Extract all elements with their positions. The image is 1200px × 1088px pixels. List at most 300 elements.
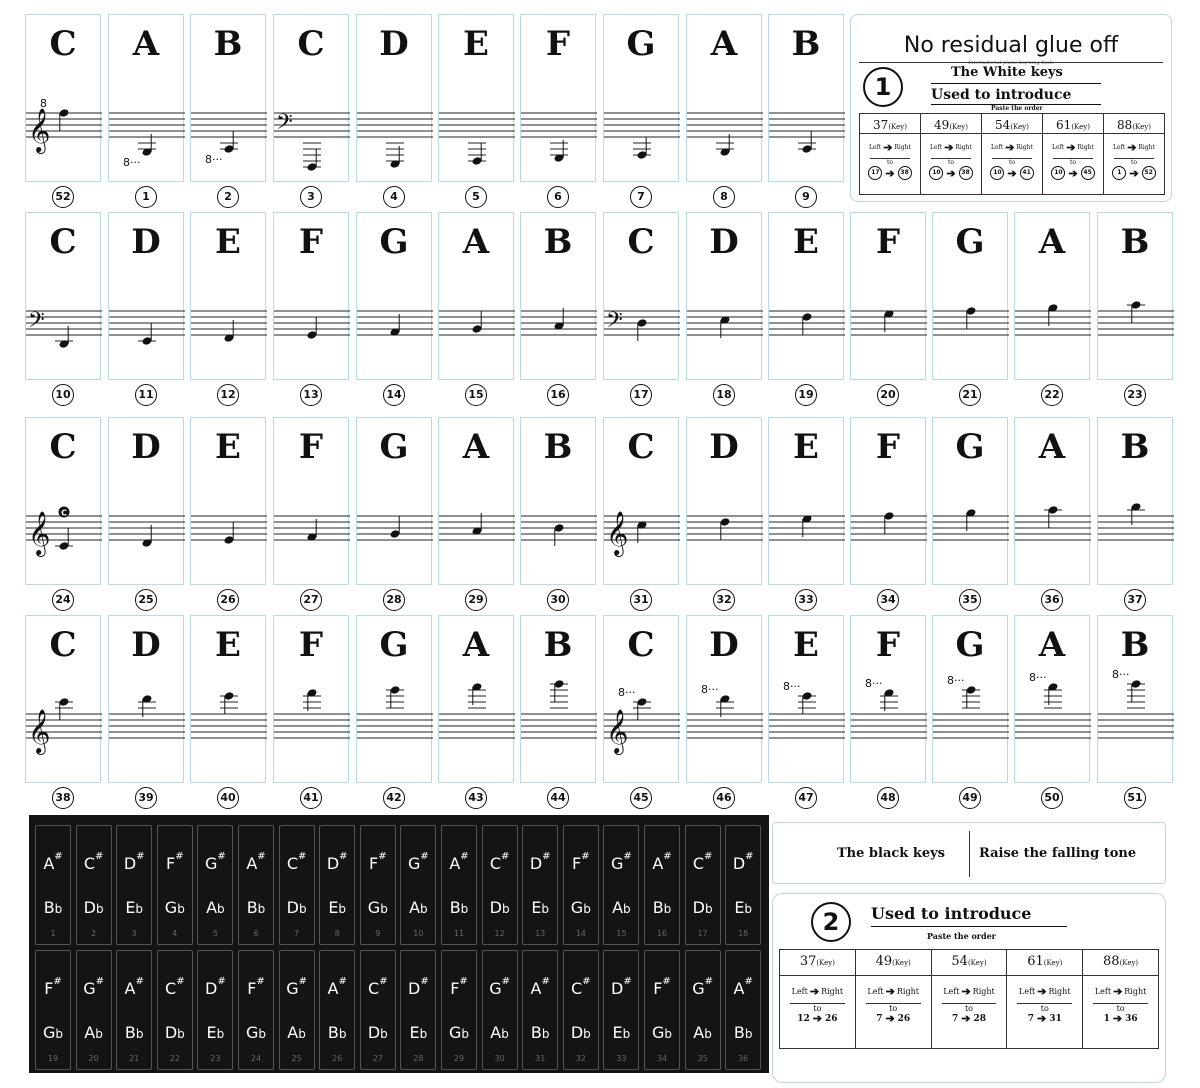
black-key-sticker <box>400 950 436 1070</box>
range-end: 38 <box>898 166 912 180</box>
black-key-sticker <box>197 825 233 945</box>
black-keys-label: The black keys <box>837 846 945 861</box>
right-arrow-icon: ➔ <box>1129 166 1139 180</box>
left-label: Left <box>1052 144 1065 151</box>
right-arrow-icon: ➔ <box>1112 1012 1123 1025</box>
sharp-name <box>280 851 314 873</box>
sharp-letter: D <box>326 854 340 873</box>
flat-name <box>645 1023 679 1042</box>
to-label: to <box>1116 1004 1125 1013</box>
note-letter: F <box>875 427 901 467</box>
flat-letter: B <box>733 1023 745 1042</box>
flat-letter: G <box>651 1023 665 1042</box>
flat-sign-icon: b <box>461 1027 470 1041</box>
bass-clef-icon: 𝄢 <box>28 308 45 338</box>
black-key-number: 36 <box>738 1054 749 1063</box>
sharp-letter: C <box>489 854 501 873</box>
key-number-badge: 44 <box>547 787 569 809</box>
key-suffix: (Key) <box>1132 123 1151 131</box>
right-arrow-icon: ➔ <box>809 985 820 998</box>
note-letter: G <box>955 427 985 467</box>
black-key-sticker <box>603 825 639 945</box>
black-key-number: 18 <box>738 929 749 938</box>
sharp-name <box>523 976 557 998</box>
black-key-number: 5 <box>212 929 218 938</box>
flat-name <box>36 898 70 917</box>
white-key-sticker <box>108 417 184 585</box>
flat-name <box>604 898 638 917</box>
black-key-number: 4 <box>172 929 178 938</box>
flat-letter: A <box>287 1023 299 1042</box>
flat-letter: G <box>570 898 584 917</box>
flat-letter: G <box>367 898 381 917</box>
flat-letter: E <box>409 1023 420 1042</box>
note-letter: E <box>793 427 819 467</box>
note-letter: G <box>379 222 409 262</box>
black-key-sticker <box>725 950 761 1070</box>
flat-name <box>726 1023 760 1042</box>
note-letter: F <box>875 625 901 665</box>
black-key-sticker <box>238 950 274 1070</box>
range-start: 10 <box>929 166 943 180</box>
sharp-letter: F <box>450 979 460 998</box>
key-number-badge: 38 <box>52 787 74 809</box>
black-key-sticker <box>400 825 436 945</box>
black-key-number: 3 <box>131 929 137 938</box>
sharp-letter: G <box>83 979 96 998</box>
sharp-sign-icon: # <box>582 976 591 987</box>
step-one-badge: 1 <box>863 67 903 107</box>
black-key-number: 26 <box>332 1054 343 1063</box>
sharp-name <box>442 976 476 998</box>
key-number-badge: 23 <box>1124 384 1146 406</box>
sharp-sign-icon: # <box>54 851 63 862</box>
white-key-sticker <box>273 615 349 783</box>
right-arrow-icon: ➔ <box>1037 1012 1047 1025</box>
flat-letter: E <box>734 898 745 917</box>
black-key-number: 8 <box>334 929 340 938</box>
key-number-badge: 32 <box>713 589 735 611</box>
black-key-sticker <box>279 950 315 1070</box>
black-key-sticker <box>360 825 396 945</box>
ottava-mark: 8··· <box>783 680 801 693</box>
key-number-badge: 29 <box>465 589 487 611</box>
right-label: Right <box>1124 987 1147 996</box>
note-letter: F <box>298 625 324 665</box>
sharp-sign-icon: # <box>217 851 226 862</box>
sharp-name <box>686 976 720 998</box>
key-count: 54(Key) <box>995 118 1029 132</box>
range-row <box>856 1013 931 1024</box>
sharp-name <box>604 851 638 873</box>
black-key-sticker <box>360 950 396 1070</box>
sharp-letter: C <box>83 854 95 873</box>
key-number-badge: 5 <box>465 186 487 208</box>
black-key-number: 9 <box>375 929 381 938</box>
black-key-number: 6 <box>253 929 259 938</box>
key-count: 37(Key) <box>873 118 907 132</box>
right-label: Right <box>1138 144 1155 151</box>
note-letter: D <box>709 427 739 467</box>
range-start: 7 <box>1027 1013 1035 1024</box>
black-key-sticker <box>482 950 518 1070</box>
right-label: Right <box>955 144 972 151</box>
white-key-sticker <box>438 417 514 585</box>
range-row <box>860 166 920 180</box>
key-count-cell <box>931 950 1007 976</box>
flat-letter: B <box>246 898 258 917</box>
to-label: to <box>1008 159 1016 166</box>
note-letter: B <box>1120 427 1150 467</box>
direction-row <box>1043 142 1103 153</box>
key-count: 49(Key) <box>875 954 911 969</box>
sharp-sign-icon: # <box>176 976 185 987</box>
sharp-letter: G <box>407 854 421 873</box>
paste-order-table-black <box>779 949 1159 1049</box>
black-key-number: 28 <box>413 1054 424 1063</box>
flat-letter: D <box>83 898 96 917</box>
note-letter: A <box>1038 222 1066 262</box>
key-count-cell <box>1007 950 1083 976</box>
sharp-letter: F <box>572 854 582 873</box>
sharp-sign-icon: # <box>339 851 348 862</box>
sharp-letter: D <box>123 854 137 873</box>
left-label: Left <box>1113 144 1126 151</box>
range-start: 12 <box>797 1013 810 1024</box>
flat-name <box>686 898 720 917</box>
order-cell <box>931 976 1007 1049</box>
flat-sign-icon: b <box>380 1027 388 1041</box>
white-key-sticker <box>1097 615 1173 783</box>
note-letter: E <box>463 24 489 64</box>
key-number-badge: 9 <box>795 186 817 208</box>
flat-sign-icon: b <box>135 1027 144 1041</box>
flat-letter: E <box>531 898 542 917</box>
sharp-sign-icon: # <box>500 851 510 862</box>
key-count-cell <box>860 114 921 134</box>
sharp-sign-icon: # <box>745 851 754 862</box>
ottava-mark: 8··· <box>947 674 965 687</box>
sharp-sign-icon: # <box>175 851 184 862</box>
sharp-name <box>483 976 517 998</box>
key-count-cell <box>1043 114 1104 134</box>
range-end: 52 <box>1142 166 1156 180</box>
key-number-badge: 46 <box>713 787 735 809</box>
flat-letter: G <box>245 1023 259 1042</box>
left-label: Left <box>1019 987 1036 996</box>
range-end: 41 <box>1020 166 1034 180</box>
flat-sign-icon: b <box>623 902 631 916</box>
key-count: 61(Key) <box>1056 118 1090 132</box>
sharp-sign-icon: # <box>501 976 510 987</box>
white-key-sticker <box>273 417 349 585</box>
flat-name <box>726 898 760 917</box>
flat-sign-icon: b <box>298 1027 306 1041</box>
key-number-badge: 25 <box>135 589 157 611</box>
black-key-sticker <box>116 950 152 1070</box>
white-key-sticker <box>850 615 926 783</box>
left-label: Left <box>1094 987 1112 996</box>
white-key-sticker <box>768 212 844 380</box>
flat-sign-icon: b <box>663 902 672 916</box>
sharp-sign-icon: # <box>135 976 144 987</box>
sharp-name <box>686 851 720 873</box>
sharp-letter: G <box>692 979 705 998</box>
black-key-number: 1 <box>50 929 56 938</box>
note-letter: C <box>49 625 77 665</box>
sharp-sign-icon: # <box>662 976 671 987</box>
used-to-introduce-heading-2: Used to introduce <box>871 904 1032 923</box>
flat-letter: D <box>489 898 502 917</box>
black-key-sticker <box>35 950 71 1070</box>
flat-sign-icon: b <box>95 902 104 916</box>
range-row <box>921 166 981 180</box>
flat-name <box>117 898 151 917</box>
white-key-sticker <box>356 417 432 585</box>
ottava-mark: 8··· <box>1029 671 1047 684</box>
key-number-badge: 35 <box>959 589 981 611</box>
range-row <box>1043 166 1103 180</box>
sharp-sign-icon: # <box>297 851 307 862</box>
key-number-badge: 43 <box>465 787 487 809</box>
divider <box>859 62 1163 63</box>
order-cell <box>1083 976 1159 1049</box>
key-count: 61(Key) <box>1027 954 1063 969</box>
key-number-badge: 18 <box>713 384 735 406</box>
sharp-sign-icon: # <box>420 851 429 862</box>
panel-subtitle: International piano learning tools <box>968 60 1054 66</box>
flat-sign-icon: b <box>217 902 225 916</box>
sharp-letter: A <box>449 854 461 873</box>
sharp-sign-icon: # <box>663 851 672 862</box>
white-keys-heading: The White keys <box>951 65 1063 80</box>
note-letter: C <box>627 427 655 467</box>
white-key-sticker <box>25 212 101 380</box>
flat-sign-icon: b <box>541 902 550 916</box>
key-number-badge: 3 <box>300 186 322 208</box>
black-key-number: 14 <box>575 929 586 938</box>
key-number-badge: 10 <box>52 384 74 406</box>
note-letter: E <box>215 625 241 665</box>
key-number-badge: 48 <box>877 787 899 809</box>
note-letter: A <box>710 24 738 64</box>
black-key-number: 23 <box>210 1054 221 1063</box>
sharp-letter: C <box>692 854 704 873</box>
range-end: 26 <box>825 1013 838 1024</box>
sharp-letter: A <box>43 854 55 873</box>
note-letter: B <box>1120 222 1150 262</box>
white-key-sticker <box>190 417 266 585</box>
key-number-badge: 11 <box>135 384 157 406</box>
ottava-mark: 8··· <box>865 677 883 690</box>
flat-letter: E <box>612 1023 623 1042</box>
range-row <box>1104 166 1164 180</box>
order-cell <box>780 976 856 1049</box>
paste-order-table-white <box>859 113 1165 195</box>
black-key-number: 30 <box>494 1054 505 1063</box>
white-key-sticker <box>768 14 844 182</box>
flat-letter: E <box>125 898 136 917</box>
note-letter: B <box>543 625 573 665</box>
flat-sign-icon: b <box>338 1027 347 1041</box>
key-count: 37(Key) <box>799 954 835 969</box>
key-count-cell <box>1104 114 1165 134</box>
note-letter: A <box>462 625 490 665</box>
right-arrow-icon: ➔ <box>1127 141 1137 154</box>
flat-name <box>401 898 435 917</box>
sharp-name <box>158 851 192 873</box>
ottava-mark: 8··· <box>618 686 636 699</box>
flat-name <box>564 898 598 917</box>
flat-letter: B <box>652 898 664 917</box>
direction-row <box>1007 986 1082 997</box>
range-row <box>982 166 1042 180</box>
white-key-sticker <box>1014 615 1090 783</box>
note-letter: A <box>1038 625 1066 665</box>
sharp-sign-icon: # <box>217 976 226 987</box>
key-suffix: (Key) <box>1071 123 1090 131</box>
note-letter: B <box>543 222 573 262</box>
right-label: Right <box>972 987 995 996</box>
sharp-name <box>158 976 192 998</box>
right-arrow-icon: ➔ <box>946 166 956 180</box>
white-key-sticker <box>273 14 349 182</box>
note-letter: F <box>298 427 324 467</box>
black-key-sticker <box>685 825 721 945</box>
flat-sign-icon: b <box>298 902 307 916</box>
sharp-letter: G <box>489 979 502 998</box>
bass-clef-icon: 𝄢 <box>276 110 293 140</box>
order-cell <box>1043 134 1104 195</box>
right-arrow-icon: ➔ <box>883 141 893 154</box>
note-letter: F <box>875 222 901 262</box>
flat-name <box>280 1023 314 1042</box>
white-key-sticker <box>1014 417 1090 585</box>
right-label: Right <box>1077 144 1094 151</box>
white-key-sticker <box>356 212 432 380</box>
key-number-badge: 22 <box>1041 384 1063 406</box>
flat-name <box>483 1023 517 1042</box>
right-label: Right <box>821 987 844 996</box>
flat-letter: G <box>448 1023 462 1042</box>
key-number-badge: 21 <box>959 384 981 406</box>
key-number-badge: 15 <box>465 384 487 406</box>
sharp-letter: G <box>204 854 218 873</box>
sharp-letter: C <box>286 854 298 873</box>
white-key-sticker <box>603 615 679 783</box>
step-two-badge: 2 <box>811 902 851 942</box>
black-key-sticker <box>279 825 315 945</box>
key-number-badge: 16 <box>547 384 569 406</box>
left-label: Left <box>943 987 960 996</box>
middle-c-marker-label: C <box>61 508 67 518</box>
sharp-letter: F <box>44 979 54 998</box>
key-number-badge: 20 <box>877 384 899 406</box>
white-key-sticker <box>520 14 596 182</box>
sharp-letter: F <box>653 979 663 998</box>
sharp-letter: G <box>286 979 299 998</box>
white-key-sticker <box>768 417 844 585</box>
white-key-sticker <box>520 615 596 783</box>
key-number-badge: 51 <box>1124 787 1146 809</box>
key-count-cell <box>921 114 982 134</box>
sharp-name <box>726 851 760 873</box>
to-label: to <box>1069 159 1077 166</box>
order-cell <box>921 134 982 195</box>
flat-sign-icon: b <box>54 902 63 916</box>
sharp-name <box>239 976 273 998</box>
flat-sign-icon: b <box>380 902 388 916</box>
black-key-number: 33 <box>616 1054 627 1063</box>
sharp-name <box>645 851 679 873</box>
range-start: 7 <box>951 1013 959 1024</box>
flat-letter: B <box>530 1023 542 1042</box>
note-letter: C <box>627 625 655 665</box>
note-letter: D <box>709 625 739 665</box>
black-key-sticker <box>157 825 193 945</box>
flat-letter: E <box>328 898 339 917</box>
note-letter: F <box>545 24 571 64</box>
sharp-sign-icon: # <box>460 851 469 862</box>
sharp-name <box>361 851 395 873</box>
direction-row <box>856 986 931 997</box>
black-key-number: 2 <box>91 929 97 938</box>
key-count-cell <box>780 950 856 976</box>
white-key-sticker <box>932 212 1008 380</box>
direction-row <box>780 986 855 997</box>
key-number-badge: 42 <box>383 787 405 809</box>
sharp-sign-icon: # <box>703 851 713 862</box>
to-label: to <box>964 1004 973 1013</box>
flat-sign-icon: b <box>420 902 428 916</box>
left-label: Left <box>791 987 808 996</box>
to-label: to <box>813 1004 822 1013</box>
flat-sign-icon: b <box>55 1027 64 1041</box>
sharp-name <box>280 976 314 998</box>
sharp-name <box>361 976 395 998</box>
order-cell <box>982 134 1043 195</box>
note-letter: C <box>297 24 325 64</box>
key-count: 49(Key) <box>934 118 968 132</box>
sharp-letter: F <box>166 854 176 873</box>
sharp-sign-icon: # <box>94 851 104 862</box>
black-key-sticker <box>644 825 680 945</box>
key-number-badge: 39 <box>135 787 157 809</box>
direction-row <box>1104 142 1164 153</box>
left-label: Left <box>991 144 1004 151</box>
sharp-sign-icon: # <box>581 851 590 862</box>
sharp-name <box>117 976 151 998</box>
sharp-name <box>564 851 598 873</box>
white-key-sticker <box>1014 212 1090 380</box>
flat-sign-icon: b <box>704 902 713 916</box>
black-key-number: 16 <box>656 929 668 938</box>
black-key-sticker <box>197 950 233 1070</box>
sharp-sign-icon: # <box>136 851 145 862</box>
sharp-sign-icon: # <box>420 976 429 987</box>
note-letter: G <box>955 625 985 665</box>
right-label: Right <box>1016 144 1033 151</box>
sharp-name <box>726 976 760 998</box>
sharp-letter: D <box>611 979 624 998</box>
white-key-sticker <box>686 417 762 585</box>
sharp-name <box>36 976 70 998</box>
black-key-sticker <box>238 825 274 945</box>
range-start: 7 <box>876 1013 883 1024</box>
sharp-name <box>117 851 151 873</box>
note-letter: C <box>49 222 77 262</box>
key-number-badge: 14 <box>383 384 405 406</box>
